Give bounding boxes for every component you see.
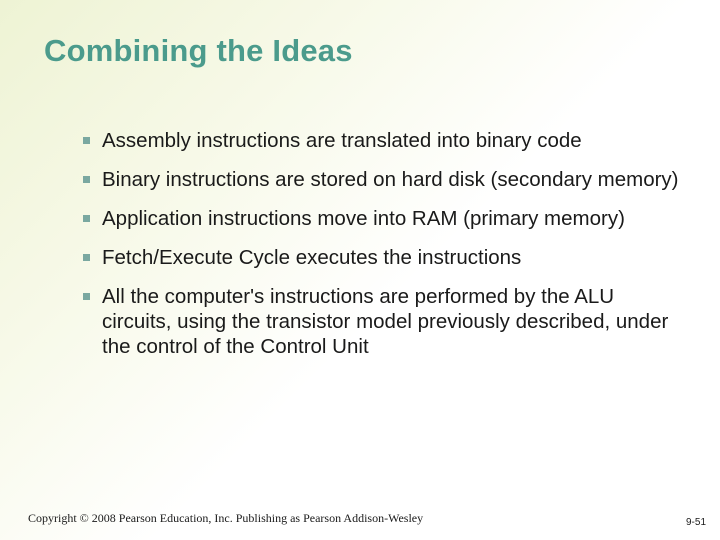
bullet-list (83, 128, 683, 373)
bullet-item (83, 206, 683, 231)
square-bullet-icon (83, 215, 90, 222)
square-bullet-icon (83, 254, 90, 261)
bullet-text: Application instructions move into RAM (primary memory) (102, 207, 625, 230)
copyright-footer: Copyright © 2008 Pearson Education, Inc. Publishing as Pearson Addison-Wesley (28, 511, 424, 525)
square-bullet-icon (83, 176, 90, 183)
square-bullet-icon (83, 137, 90, 144)
slide-title: Combining the Ideas (44, 33, 353, 68)
bullet-item (83, 245, 683, 270)
page-number: 9-51 (685, 517, 706, 528)
bullet-text: Binary instructions are stored on hard disk (secondary memory) (102, 168, 679, 191)
square-bullet-icon (83, 293, 90, 300)
bullet-item (83, 167, 683, 192)
bullet-item (83, 128, 683, 153)
bullet-text: Assembly instructions are translated into binary code (102, 129, 582, 152)
bullet-text: Fetch/Execute Cycle executes the instructions (102, 246, 522, 269)
bullet-item (83, 284, 683, 359)
bullet-text: All the computer's instructions are performed by the ALU circuits, using the transistor model previously described, under the control of the Control Unit (102, 285, 669, 358)
